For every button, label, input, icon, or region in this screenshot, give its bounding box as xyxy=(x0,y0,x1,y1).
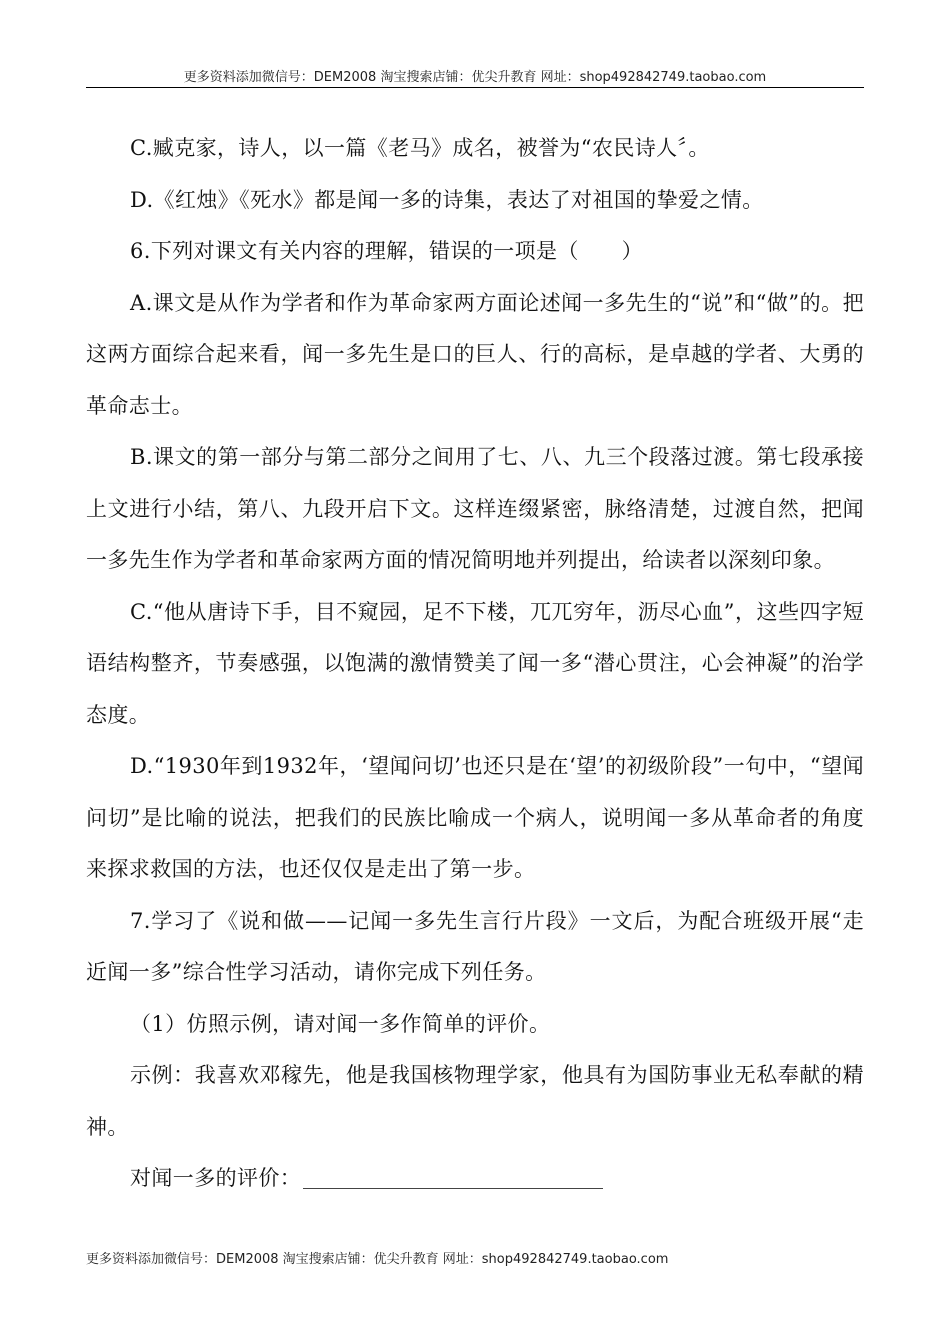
q5-option-c: C.臧克家，诗人，以一篇《老马》成名，被誉为“农民诗人〞。 xyxy=(130,136,710,160)
q6-option-b: B.课文的第一部分与第二部分之间用了七、八、九三个段落过渡。第七段承接上文进行小结，第八、九段开启下文。这样连缀紧密，脉络清楚，过渡自然，把闻一多先生作为学者和革命家两方面的情况简明地并列提出，给读者以深刻印象。 xyxy=(86,445,864,572)
q6-stem: 6.下列对课文有关内容的理解，错误的一项是（ ） xyxy=(130,239,644,263)
q7-example: 示例：我喜欢邓稼先，他是我国核物理学家，他具有为国防事业无私奉献的精神。 xyxy=(86,1063,864,1139)
q6-option-d: D.“1930年到1932年，‘望闻问切’也还只是在‘望’的初级阶段”一句中，“望闻问切”是比喻的说法，把我们的民族比喻成一个病人，说明闻一多从革命者的角度来探求救国的方法，也还仅仅是走出了第一步。 xyxy=(86,754,864,881)
q7-answer-row xyxy=(86,1153,864,1205)
q7-stem: 7.学习了《说和做——记闻一多先生言行片段》一文后，为配合班级开展“走近闻一多”综合性学习活动，请你完成下列任务。 xyxy=(86,908,864,984)
page-header: 更多资料添加微信号：DEM2008 淘宝搜索店铺：优尖升教育 网址：shop492842749.taobao.com xyxy=(183,70,767,85)
q6-option-a: A.课文是从作为学者和作为革命家两方面论述闻一多先生的“说”和“做”的。把这两方面综合起来看，闻一多先生是口的巨人、行的高标，是卓越的学者、大勇的革命志士。 xyxy=(86,290,864,418)
document-body xyxy=(86,123,864,1205)
header-divider xyxy=(86,87,864,88)
page-footer: 更多资料添加微信号：DEM2008 淘宝搜索店铺：优尖升教育 网址：shop492842749.taobao.com xyxy=(86,1252,669,1267)
q5-option-d: D.《红烛》《死水》都是闻一多的诗集，表达了对祖国的挚爱之情。 xyxy=(130,187,764,212)
q7-task-1: （1）仿照示例，请对闻一多作简单的评价。 xyxy=(130,1011,551,1036)
q6-option-c: C.“他从唐诗下手，目不窥园，足不下楼，兀兀穷年，沥尽心血”，这些四字短语结构整齐，节奏感强，以饱满的激情赞美了闻一多“潜心贯注，心会神凝”的治学态度。 xyxy=(86,599,864,727)
q7-answer-label: 对闻一多的评价： xyxy=(130,1166,302,1190)
answer-blank-line[interactable] xyxy=(303,1166,603,1189)
